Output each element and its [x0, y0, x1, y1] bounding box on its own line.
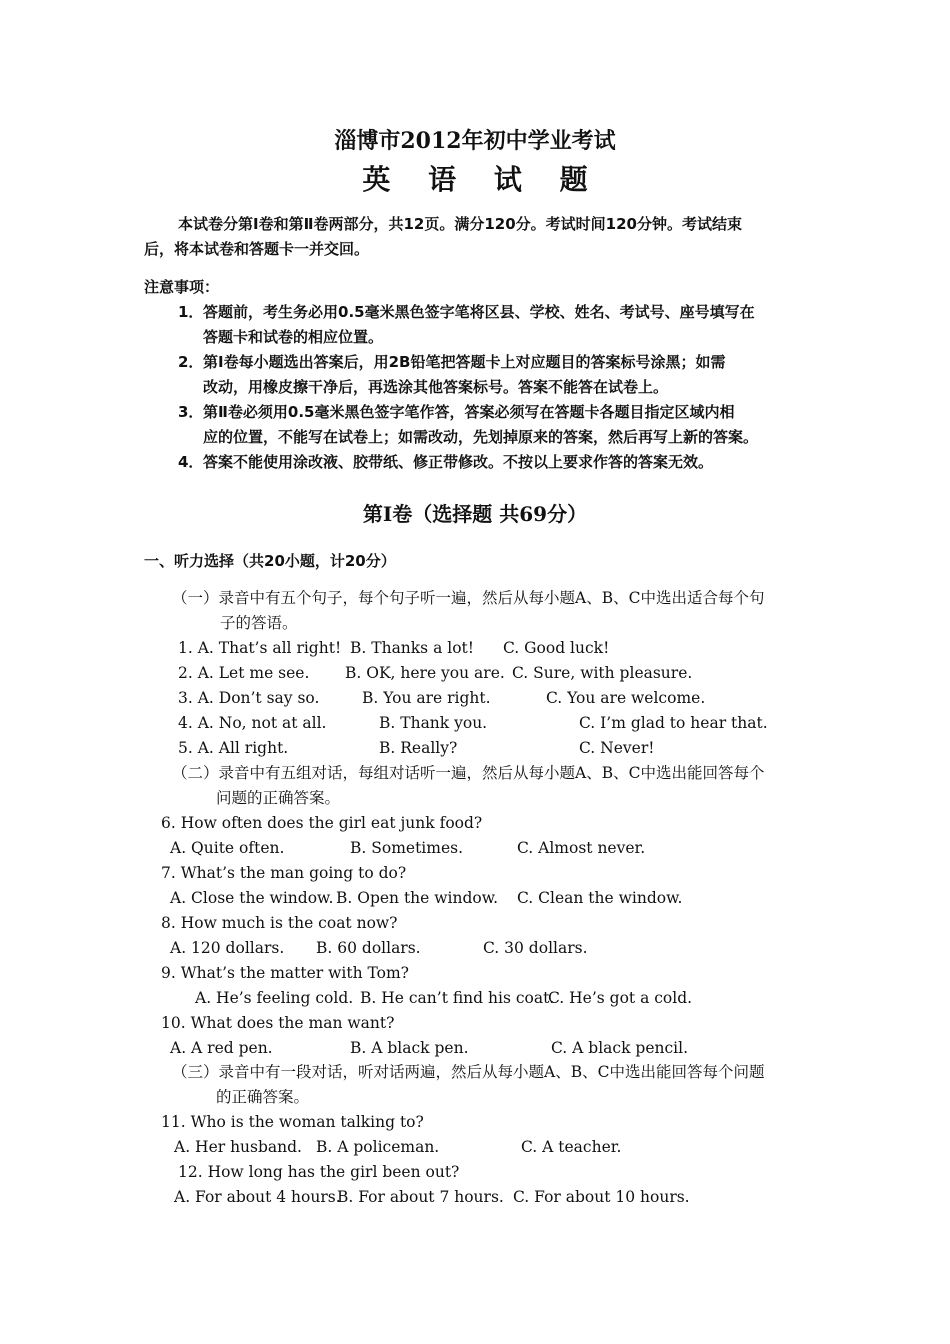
question-9-option-a: A. He’s feeling cold. [195, 989, 354, 1007]
question-2-option-c: C. Sure, with pleasure. [512, 664, 693, 682]
sub-section-3-line-2: 的正确答案。 [216, 1088, 310, 1106]
question-6-option-a: A. Quite often. [170, 839, 285, 857]
question-12-option-a: A. For about 4 hours. [174, 1188, 341, 1206]
question-3-option-a: 3. A. Don’t say so. [178, 689, 320, 707]
question-5-option-b: B. Really? [379, 739, 458, 757]
note-4-number: 4． [178, 453, 204, 471]
question-9-option-b: B. He can’t find his coat. [360, 989, 555, 1007]
question-5-option-a: 5. A. All right. [178, 739, 289, 757]
note-4-line-1: 答案不能使用涂改液、胶带纸、修正带修改。不按以上要求作答的答案无效。 [203, 453, 714, 471]
question-6-option-b: B. Sometimes. [350, 839, 464, 857]
sub-section-3-line-1: （三）录音中有一段对话，听对话两遍，然后从每小题A、B、C中选出能回答每个问题 [172, 1063, 765, 1081]
exam-subtitle: 英 语 试 题 [362, 163, 602, 196]
listening-section-heading: 一、听力选择（共20小题，计20分） [144, 552, 396, 570]
question-8-text: 8. How much is the coat now? [161, 914, 398, 932]
question-11-option-b: B. A policeman. [316, 1138, 440, 1156]
question-2-option-a: 2. A. Let me see. [178, 664, 310, 682]
question-3-option-b: B. You are right. [362, 689, 491, 707]
note-2-line-1: 第Ⅰ卷每小题选出答案后，用2B铅笔把答题卡上对应题目的答案标号涂黑；如需 [203, 353, 726, 371]
note-1-number: 1． [178, 303, 204, 321]
note-1-line-2: 答题卡和试卷的相应位置。 [203, 328, 384, 346]
note-3-line-2: 应的位置，不能写在试卷上；如需改动，先划掉原来的答案，然后再写上新的答案。 [203, 428, 759, 446]
question-2-option-b: B. OK, here you are. [345, 664, 505, 682]
question-11-text: 11. Who is the woman talking to? [161, 1113, 424, 1131]
question-11-option-a: A. Her husband. [174, 1138, 302, 1156]
question-10-option-b: B. A black pen. [350, 1039, 469, 1057]
sub-section-2-line-1: （二）录音中有五组对话，每组对话听一遍，然后从每小题A、B、C中选出能回答每个 [172, 764, 765, 782]
sub-section-1-line-1: （一）录音中有五个句子，每个句子听一遍，然后从每小题A、B、C中选出适合每个句 [172, 589, 765, 607]
question-4-option-a: 4. A. No, not at all. [178, 714, 327, 732]
note-2-number: 2． [178, 353, 204, 371]
question-7-text: 7. What’s the man going to do? [161, 864, 407, 882]
question-7-option-a: A. Close the window. [170, 889, 334, 907]
part-1-title: 第Ⅰ卷（选择题 共69分） [362, 502, 588, 526]
notes-heading: 注意事项： [144, 278, 220, 296]
question-7-option-b: B. Open the window. [336, 889, 499, 907]
question-10-text: 10. What does the man want? [161, 1014, 395, 1032]
question-1-option-b: B. Thanks a lot! [350, 639, 474, 657]
question-6-option-c: C. Almost never. [517, 839, 646, 857]
question-11-option-c: C. A teacher. [521, 1138, 622, 1156]
sub-section-1-line-2: 子的答语。 [220, 614, 298, 632]
question-5-option-c: C. Never! [579, 739, 655, 757]
question-12-text: 12. How long has the girl been out? [178, 1163, 460, 1181]
question-10-option-c: C. A black pencil. [551, 1039, 689, 1057]
question-12-option-b: B. For about 7 hours. [337, 1188, 504, 1206]
question-8-option-a: A. 120 dollars. [170, 939, 285, 957]
sub-section-2-line-2: 问题的正确答案。 [216, 789, 341, 807]
question-4-option-c: C. I’m glad to hear that. [579, 714, 768, 732]
note-3-number: 3． [178, 403, 204, 421]
question-3-option-c: C. You are welcome. [546, 689, 706, 707]
question-6-text: 6. How often does the girl eat junk food? [161, 814, 483, 832]
question-9-option-c: C. He’s got a cold. [548, 989, 693, 1007]
question-8-option-b: B. 60 dollars. [316, 939, 421, 957]
intro-line-2: 后，将本试卷和答题卡一并交回。 [144, 240, 370, 258]
question-12-option-c: C. For about 10 hours. [513, 1188, 690, 1206]
question-1-option-a: 1. A. That’s all right! [178, 639, 342, 657]
question-7-option-c: C. Clean the window. [517, 889, 683, 907]
note-3-line-1: 第Ⅱ卷必须用0.5毫米黑色签字笔作答，答案必须写在答题卡各题目指定区域内相 [203, 403, 735, 421]
question-1-option-c: C. Good luck! [503, 639, 610, 657]
note-2-line-2: 改动，用橡皮擦干净后，再选涂其他答案标号。答案不能答在试卷上。 [203, 378, 669, 396]
question-4-option-b: B. Thank you. [379, 714, 488, 732]
question-9-text: 9. What’s the matter with Tom? [161, 964, 409, 982]
note-1-line-1: 答题前，考生务必用0.5毫米黑色签字笔将区县、学校、姓名、考试号、座号填写在 [203, 303, 755, 321]
intro-line-1: 本试卷分第Ⅰ卷和第Ⅱ卷两部分，共12页。满分120分。考试时间120分钟。考试结束 [178, 215, 742, 233]
exam-title: 淄博市2012年初中学业考试 [334, 128, 616, 154]
question-8-option-c: C. 30 dollars. [483, 939, 588, 957]
question-10-option-a: A. A red pen. [170, 1039, 273, 1057]
